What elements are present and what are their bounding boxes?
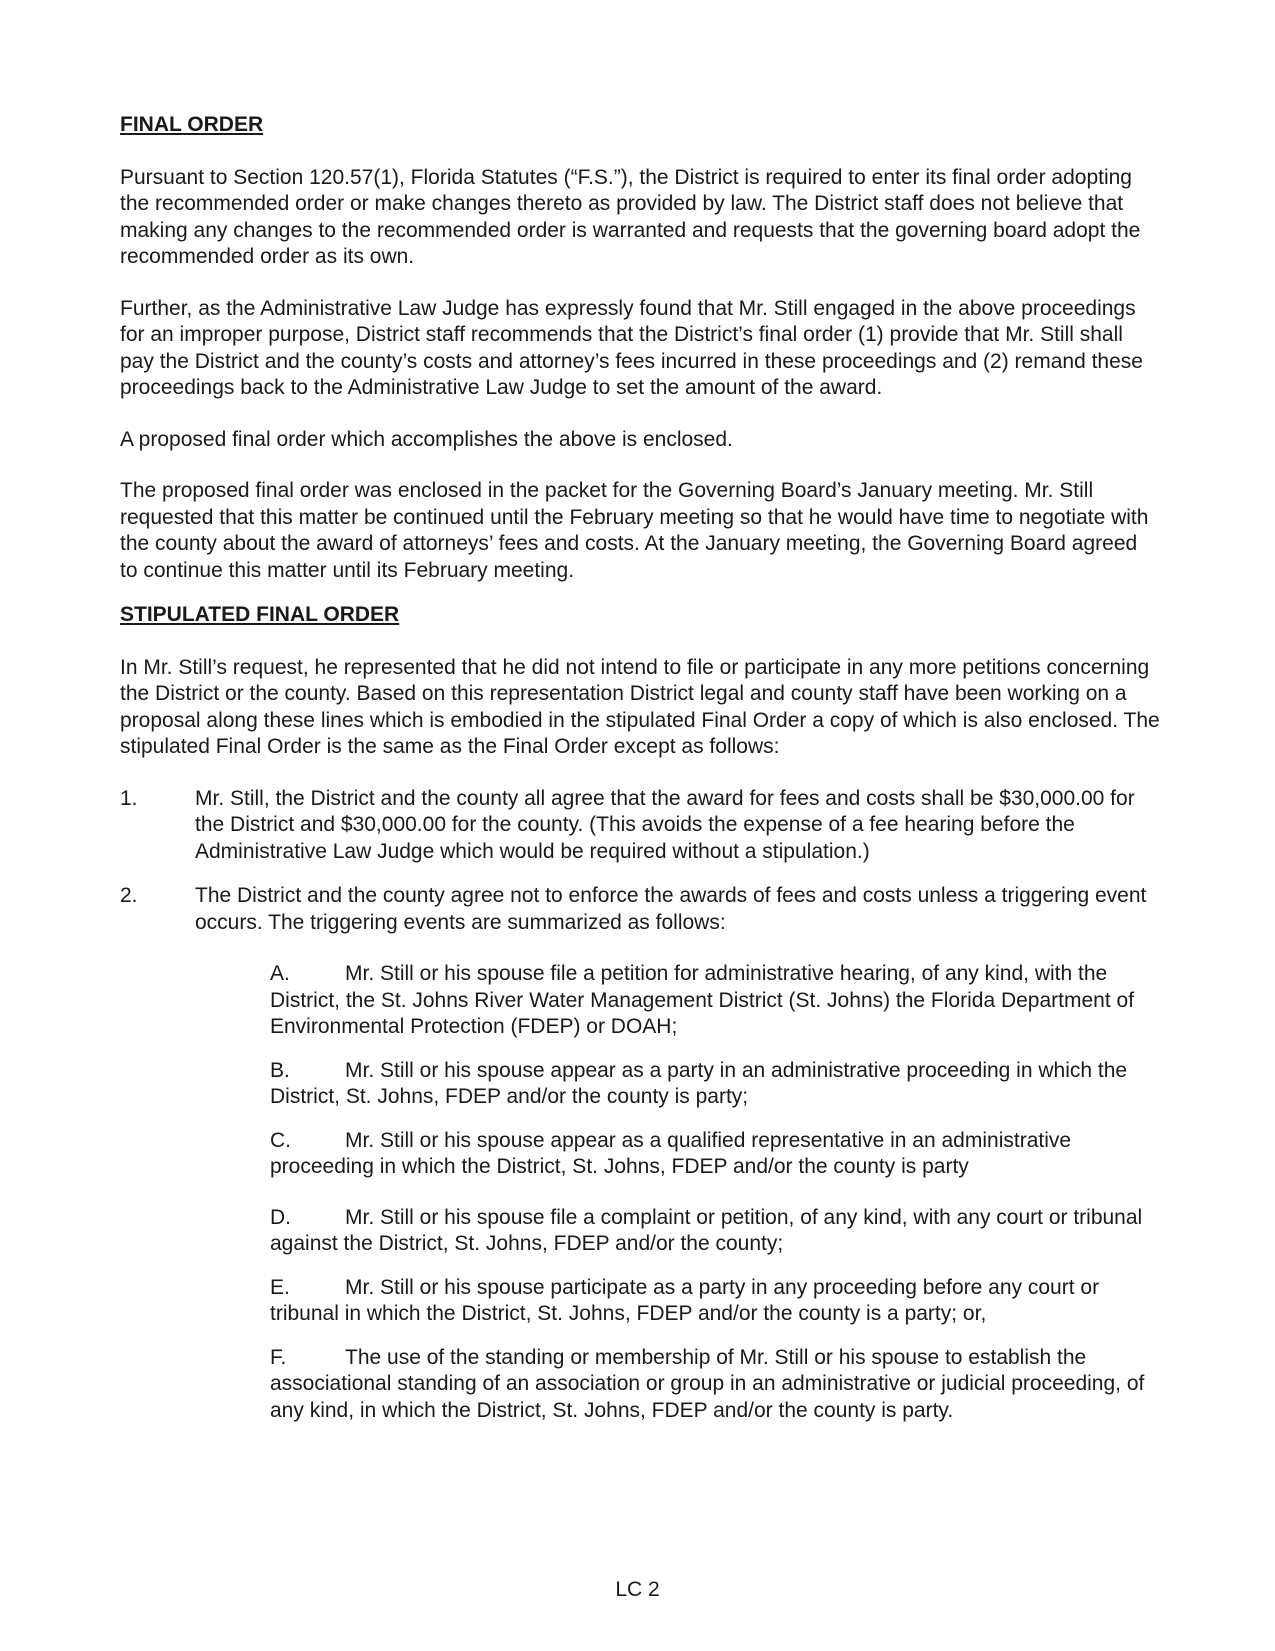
paragraph-stillrequest: In Mr. Still’s request, he represented that he did not intend to file or participate in any more petitions concerning the District or the county. Based on this representation District legal and county staff have been working on a proposal along these lines which is embodied in the stipulated Final Order a copy of which is also enclosed. The stipulated Final Order is the same as the Final Order except as follows:	[120, 655, 1160, 758]
paragraph-improper-purpose: Further, as the Administrative Law Judge has expressly found that Mr. Still engaged in the above proceedings for an improper purpose, District staff recommends that the District’s final order (1) provide that Mr. Still shall pay the District and the county’s costs and attorney’s fees incurred in these proceedings and (2) remand these proceedings back to the Administrative Law Judge to set the amount of the award.	[120, 296, 1143, 399]
paragraph-proposed-order-enclosed: A proposed final order which accomplishes the above is enclosed.	[120, 427, 733, 451]
subitem-text: Mr. Still or his spouse appear as a qualified representative in an administrative proceeding in which the District, St. Johns, FDEP and/or the county is party	[270, 1128, 1072, 1178]
heading-stipulated-final-order: STIPULATED FINAL ORDER	[120, 603, 400, 626]
subitem-text: Mr. Still or his spouse file a petition for administrative hearing, of any kind, with the District, the St. Johns River Water Management District (St. Johns) the Florida Department of Environmental Protection (FDEP) or DOAH;	[270, 962, 1135, 1038]
page-footer: LC 2	[615, 1578, 660, 1601]
subitem-text: The use of the standing or membership of Mr. Still or his spouse to establish the associational standing of an association or group in an administrative or judicial proceeding, of any kind, in which the District, St. Johns, FDEP and/or the county is party.	[270, 1345, 1145, 1422]
subitem-letter: B.	[270, 1058, 290, 1082]
subitem-letter: C.	[270, 1128, 291, 1152]
subitem-text: Mr. Still or his spouse participate as a party in any proceeding before any court or tribunal in which the District, St. Johns, FDEP and/or the county is a party; or,	[270, 1275, 1100, 1325]
subitem-letter: E.	[270, 1275, 290, 1299]
subitem-c	[270, 1128, 1160, 1181]
subitem-f	[270, 1345, 1160, 1425]
subitem-letter: D.	[270, 1205, 291, 1229]
item-text: The District and the county agree not to enforce the awards of fees and costs unless a triggering event occurs. The triggering events are summarized as follows:	[195, 884, 1147, 934]
heading-final-order: FINAL ORDER	[120, 113, 264, 136]
paragraph-section-120-57: Pursuant to Section 120.57(1), Florida Statutes (“F.S.”), the District is required to enter its final order adopting the recommended order or make changes thereto as provided by law. The District staff does not believe that making any changes to the recommended order is warranted and requests that the governing board adopt the recommended order as its own.	[120, 165, 1141, 268]
document-page	[120, 112, 1160, 1424]
subitem-a	[270, 961, 1160, 1041]
subitem-b	[270, 1058, 1160, 1111]
numbered-item-1	[120, 786, 1160, 866]
subitem-letter: F.	[270, 1345, 287, 1369]
paragraph-january-meeting: The proposed final order was enclosed in the packet for the Governing Board’s January meeting. Mr. Still requested that this matter be continued until the February meeting so that he would have time to negotiate with the county about the award of attorneys’ fees and costs. At the January meeting, the Governing Board agreed to continue this matter until its February meeting.	[120, 479, 1149, 582]
numbered-item-2	[120, 883, 1160, 936]
subitem-e	[270, 1275, 1160, 1328]
item-number: 2.	[120, 884, 138, 907]
item-number: 1.	[120, 786, 138, 810]
item-text: Mr. Still, the District and the county all agree that the award for fees and costs shall be $30,000.00 for the District and $30,000.00 for the county. (This avoids the expense of a fee hearing before the Administrative Law Judge which would be required without a stipulation.)	[195, 786, 1135, 863]
subitem-text: Mr. Still or his spouse file a complaint or petition, of any kind, with any court or tribunal against the District, St. Johns, FDEP and/or the county;	[270, 1205, 1143, 1255]
subitem-d	[270, 1205, 1160, 1258]
subitem-letter: A.	[270, 962, 290, 985]
subitem-text: Mr. Still or his spouse appear as a party in an administrative proceeding in which the District, St. Johns, FDEP and/or the county is party;	[270, 1058, 1128, 1108]
